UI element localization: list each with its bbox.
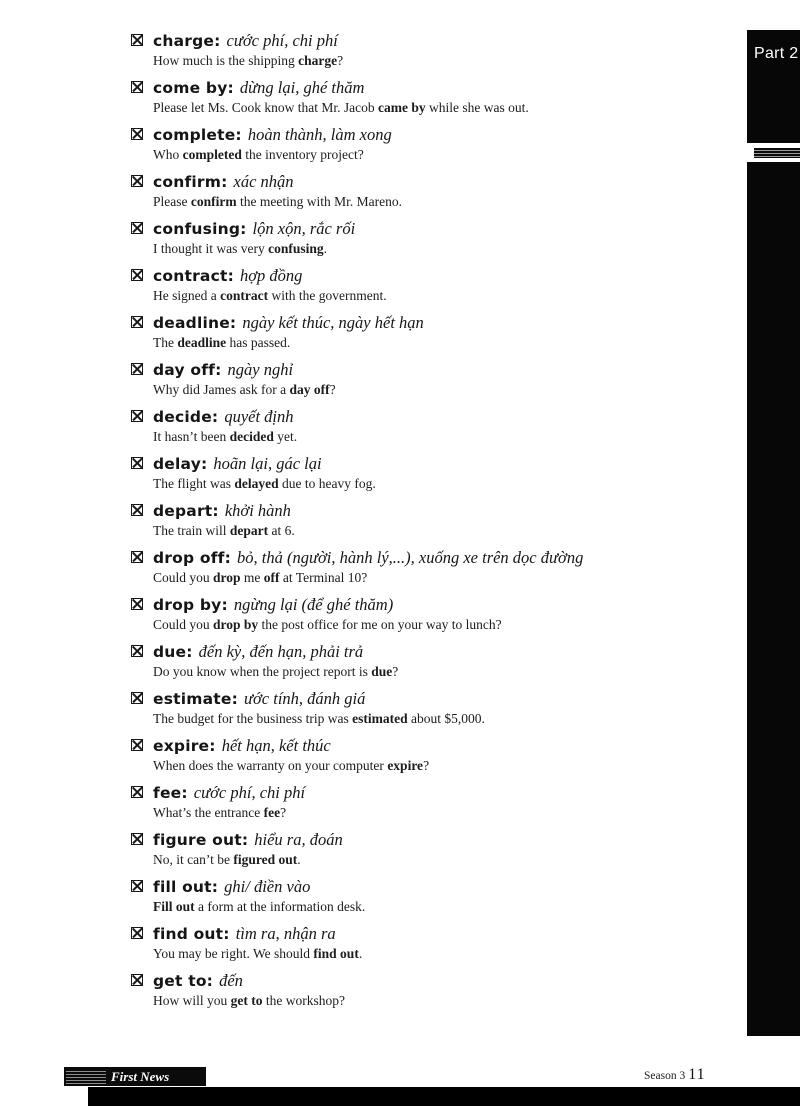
entry-example: The budget for the business trip was estimated about $5,000.	[153, 711, 485, 726]
entry-term: complete:	[153, 126, 242, 144]
checkbox-icon	[131, 410, 143, 422]
entry-head	[131, 312, 743, 334]
vocab-entry	[131, 312, 743, 351]
vocab-entry	[131, 265, 743, 304]
vocab-entry	[131, 594, 743, 633]
checkbox-icon	[131, 880, 143, 892]
entry-example: The flight was delayed due to heavy fog.	[153, 476, 376, 491]
checkbox-icon	[131, 269, 143, 281]
entry-example: How much is the shipping charge?	[153, 53, 344, 68]
entry-meaning: hoàn thành, làm xong	[247, 125, 392, 144]
entry-example: Could you drop me off at Terminal 10?	[153, 570, 368, 585]
entry-head	[131, 453, 743, 475]
entry-meaning: lộn xộn, rắc rối	[252, 219, 356, 238]
checkbox-icon	[131, 504, 143, 516]
entry-meaning: cước phí, chi phí	[193, 783, 306, 802]
entry-example: What’s the entrance fee?	[153, 805, 287, 820]
checkbox-icon	[131, 692, 143, 704]
vocab-entry	[131, 688, 743, 727]
entry-term: expire:	[153, 737, 216, 755]
vocab-entry	[131, 500, 743, 539]
vocab-entry	[131, 453, 743, 492]
vocab-entry	[131, 970, 743, 1009]
vocab-entry	[131, 406, 743, 445]
page-info	[644, 1066, 706, 1084]
entry-term: confirm:	[153, 173, 228, 191]
entry-meaning: đến	[219, 971, 243, 990]
entry-term: charge:	[153, 32, 221, 50]
checkbox-icon	[131, 598, 143, 610]
vocab-entry	[131, 359, 743, 398]
entry-term: drop by:	[153, 596, 228, 614]
checkbox-icon	[131, 316, 143, 328]
entry-example: Fill out a form at the information desk.	[153, 899, 366, 914]
brand-name: First News	[111, 1068, 170, 1084]
checkbox-icon	[131, 34, 143, 46]
entry-term: depart:	[153, 502, 219, 520]
entry-term: figure out:	[153, 831, 249, 849]
entry-example: You may be right. We should find out.	[153, 946, 363, 961]
vocab-entry	[131, 876, 743, 915]
entry-term: find out:	[153, 925, 230, 943]
entry-example: Do you know when the project report is due?	[153, 664, 399, 679]
entry-head	[131, 547, 743, 569]
entry-example: When does the warranty on your computer expire?	[153, 758, 430, 773]
entry-head	[131, 218, 743, 240]
entry-example: Please confirm the meeting with Mr. Mareno.	[153, 194, 402, 209]
entry-head	[131, 124, 743, 146]
entry-term: estimate:	[153, 690, 238, 708]
checkbox-icon	[131, 786, 143, 798]
brand-logo	[64, 1067, 206, 1086]
entry-meaning: quyết định	[224, 407, 294, 426]
entry-term: deadline:	[153, 314, 237, 332]
entry-term: confusing:	[153, 220, 247, 238]
entry-head	[131, 876, 743, 898]
entry-term: day off:	[153, 361, 222, 379]
sidebar-notch	[754, 148, 800, 158]
entry-meaning: ghi/ điền vào	[224, 877, 311, 896]
vocab-entry	[131, 829, 743, 868]
entry-meaning: đến kỳ, đến hạn, phải trả	[198, 642, 364, 661]
vocab-entry	[131, 735, 743, 774]
entry-example: I thought it was very confusing.	[153, 241, 328, 256]
entry-head	[131, 782, 743, 804]
checkbox-icon	[131, 175, 143, 187]
entry-head	[131, 641, 743, 663]
entry-head	[131, 594, 743, 616]
entry-meaning: bỏ, thả (người, hành lý,...), xuống xe trên dọc đường	[237, 548, 584, 567]
checkbox-icon	[131, 128, 143, 140]
entry-head	[131, 688, 743, 710]
checkbox-icon	[131, 833, 143, 845]
entry-meaning: ngày kết thúc, ngày hết hạn	[242, 313, 424, 332]
checkbox-icon	[131, 551, 143, 563]
entry-meaning: hiểu ra, đoán	[254, 830, 343, 849]
entry-head	[131, 735, 743, 757]
checkbox-icon	[131, 974, 143, 986]
entry-example: The train will depart at 6.	[153, 523, 295, 538]
entry-meaning: cước phí, chi phí	[226, 31, 338, 50]
entry-meaning: khởi hành	[224, 501, 291, 520]
brand-stripes-icon	[66, 1069, 106, 1084]
vocab-entry	[131, 641, 743, 680]
part-tab	[747, 30, 800, 143]
page-number: 11	[688, 1066, 706, 1083]
entry-term: fill out:	[153, 878, 219, 896]
vocab-entry	[131, 923, 743, 962]
entry-head	[131, 171, 743, 193]
entry-term: contract:	[153, 267, 234, 285]
entry-meaning: ngừng lại (để ghé thăm)	[233, 595, 394, 614]
entry-term: decide:	[153, 408, 219, 426]
part-label: Part 2	[754, 45, 799, 62]
entry-head	[131, 30, 743, 52]
entry-meaning: tìm ra, nhận ra	[235, 924, 336, 943]
entry-meaning: hết hạn, kết thúc	[221, 736, 331, 755]
season-label: Season 3	[644, 1070, 686, 1082]
entry-term: delay:	[153, 455, 208, 473]
entry-head	[131, 406, 743, 428]
entry-head	[131, 970, 743, 992]
entry-term: get to:	[153, 972, 214, 990]
vocab-entry	[131, 77, 743, 116]
entry-term: fee:	[153, 784, 188, 802]
entry-example: Please let Ms. Cook know that Mr. Jacob came by while she was out.	[153, 100, 529, 115]
checkbox-icon	[131, 81, 143, 93]
vocab-entry	[131, 171, 743, 210]
vocab-entry	[131, 782, 743, 821]
entry-example: No, it can’t be figured out.	[153, 852, 301, 867]
entry-meaning: ước tính, đánh giá	[244, 689, 366, 708]
checkbox-icon	[131, 457, 143, 469]
checkbox-icon	[131, 927, 143, 939]
vocab-entry	[131, 218, 743, 257]
entry-term: due:	[153, 643, 193, 661]
bottom-bar	[88, 1087, 800, 1106]
vocab-entry	[131, 547, 743, 586]
vocab-entry	[131, 30, 743, 69]
entry-head	[131, 265, 743, 287]
checkbox-icon	[131, 363, 143, 375]
vocab-entry	[131, 124, 743, 163]
entry-example: The deadline has passed.	[153, 335, 291, 350]
entry-head	[131, 923, 743, 945]
entry-head	[131, 500, 743, 522]
entry-meaning: ngày nghỉ	[227, 360, 294, 379]
checkbox-icon	[131, 739, 143, 751]
entry-term: come by:	[153, 79, 234, 97]
entry-example: Could you drop by the post office for me on your way to lunch?	[153, 617, 502, 632]
checkbox-icon	[131, 645, 143, 657]
entry-meaning: hợp đồng	[239, 266, 303, 285]
entry-example: How will you get to the workshop?	[153, 993, 345, 1008]
sidebar-bar	[747, 162, 800, 1036]
entry-term: drop off:	[153, 549, 232, 567]
checkbox-icon	[131, 222, 143, 234]
entry-head	[131, 77, 743, 99]
entry-meaning: xác nhận	[233, 172, 294, 191]
entry-meaning: hoãn lại, gác lại	[213, 454, 322, 473]
entry-example: Who completed the inventory project?	[153, 147, 364, 162]
vocab-list	[131, 30, 743, 1017]
entry-meaning: dừng lại, ghé thăm	[239, 78, 365, 97]
entry-head	[131, 829, 743, 851]
entry-example: He signed a contract with the government.	[153, 288, 387, 303]
entry-example: It hasn’t been decided yet.	[153, 429, 298, 444]
entry-example: Why did James ask for a day off?	[153, 382, 336, 397]
entry-head	[131, 359, 743, 381]
